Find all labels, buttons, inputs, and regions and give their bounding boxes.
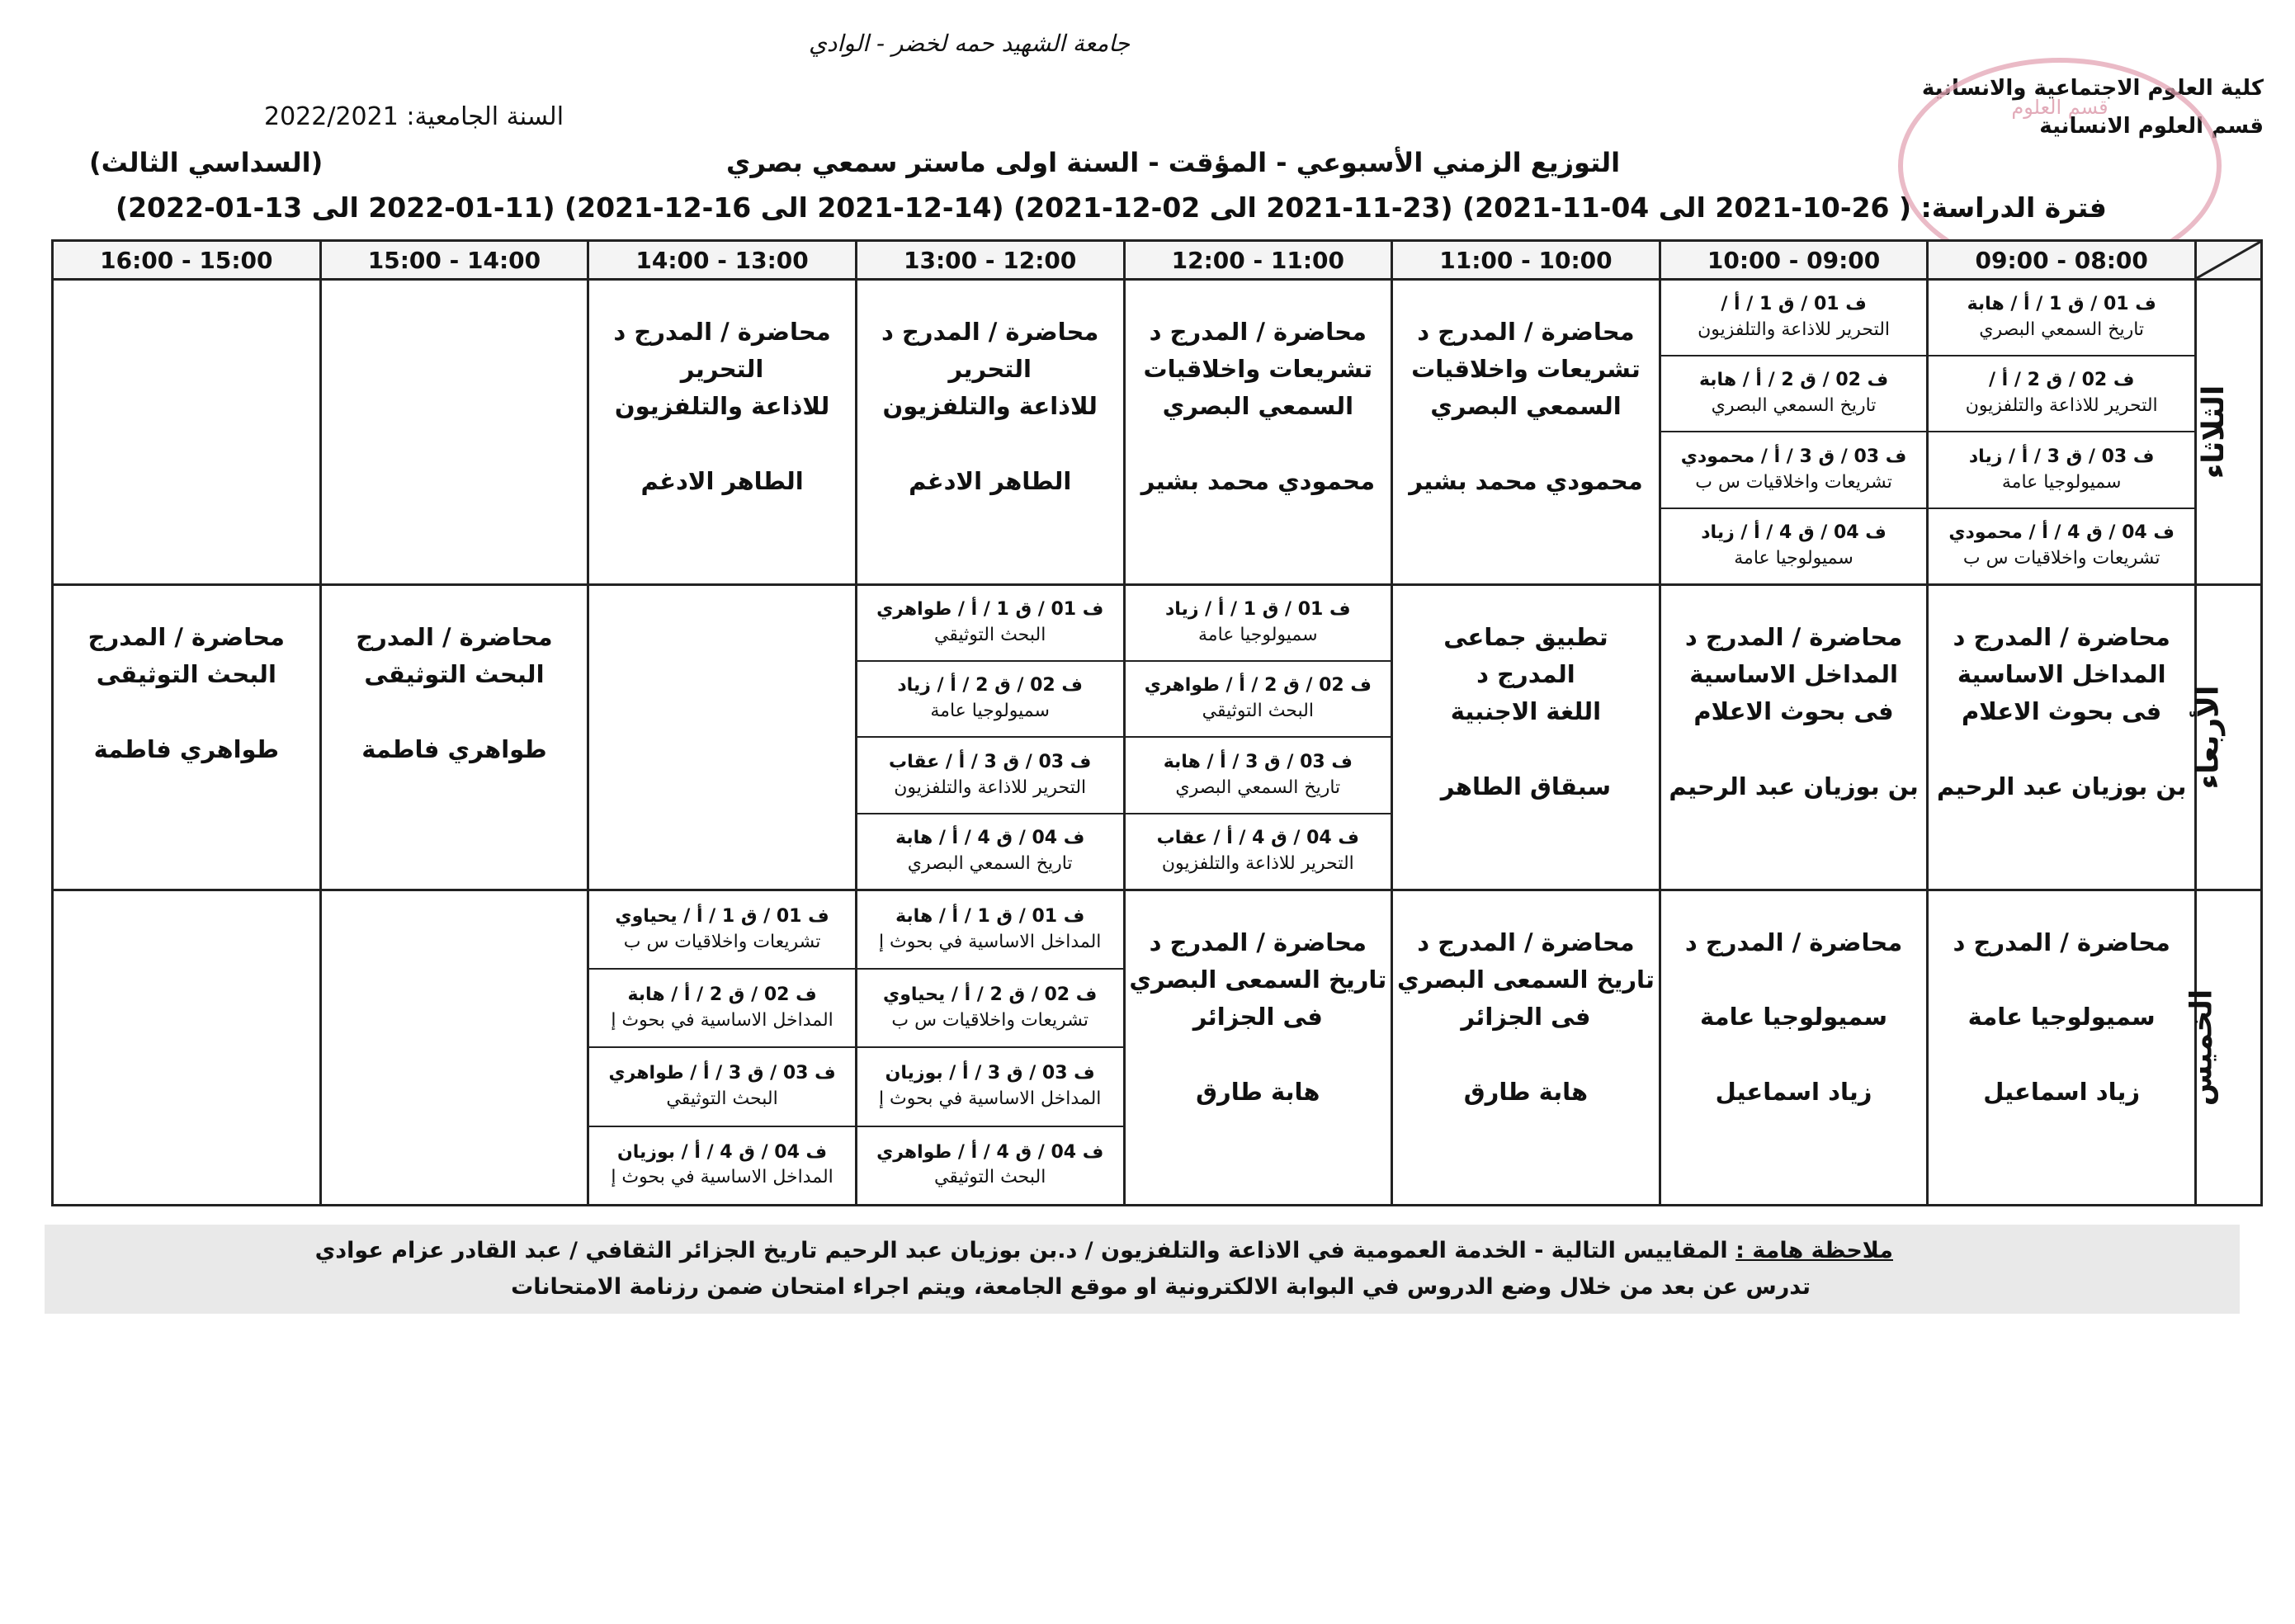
study-period: فترة الدراسة: ( 26-10-2021 الى 04-11-2021) (23-11-2021 الى 02-12-2021) (14-12-2021 الى 16-12-2021) (11-01-2022 الى 13-01-2022) [116, 191, 2107, 224]
group-session [857, 891, 1123, 969]
module-name: المداخل الاساسية في بحوث إ [878, 931, 1102, 952]
day-row [53, 890, 2262, 1206]
group-sessions-cell [1928, 280, 2196, 585]
group-info: ف 01 / ق 1 / أ / [1721, 294, 1867, 315]
instructor-name: بن بوزيان عبد الرحيم [1937, 772, 2187, 800]
faculty-name: كلية العلوم الاجتماعية والانسانية [1921, 76, 2264, 101]
group-session [1929, 432, 2194, 508]
time-header-row [53, 241, 2262, 280]
module-name: البحث التوثيقي [934, 625, 1046, 646]
group-info: ف 01 / ق 1 / أ / هابة [895, 905, 1085, 927]
lecture-line: تشريعات واخلاقيات [1411, 354, 1641, 383]
module-name: المداخل الاساسية في بحوث إ [878, 1088, 1102, 1110]
group-session [857, 737, 1123, 813]
time-slot-header: 15:00 - 16:00 [53, 241, 321, 280]
lecture-line: تاريخ السمعى البصري [1397, 965, 1655, 994]
lecture-line: البحث التوثيقى [364, 659, 545, 688]
lecture-line: اللغة الاجنبية [1450, 696, 1602, 725]
lecture-line: محاضرة / المدرج [87, 623, 285, 651]
module-name: تشريعات واخلاقيات س ب [623, 931, 821, 952]
module-name: سميولوجيا عامة [1734, 547, 1853, 569]
module-name: تاريخ السمعي البصري [1175, 777, 1341, 798]
empty-cell [320, 280, 588, 585]
group-session-list [1661, 281, 1927, 583]
lecture-line: فى الجزائر [1461, 1002, 1591, 1031]
instructor-name: سبقاق الطاهر [1440, 772, 1612, 800]
group-info: ف 03 / ق 3 / أ / محمودي [1680, 446, 1907, 467]
group-session [1929, 281, 2194, 356]
module-name: سميولوجيا عامة [930, 701, 1050, 722]
group-session [857, 814, 1123, 889]
instructor-name: الطاهر الادغم [909, 466, 1072, 495]
lecture-cell [1124, 280, 1392, 585]
group-session [857, 586, 1123, 661]
group-session [1126, 586, 1391, 661]
lecture-line: للاذاعة والتلفزيون [614, 391, 830, 420]
day-name: الثلاثاء [2196, 385, 2231, 479]
group-info: ف 02 / ق 2 / أ / زياد [897, 675, 1083, 696]
group-info: ف 03 / ق 3 / أ / بوزيان [885, 1063, 1095, 1084]
lecture-cell [856, 280, 1124, 585]
instructor-name: زياد اسماعيل [1983, 1077, 2141, 1106]
time-slot-header: 11:00 - 12:00 [1124, 241, 1392, 280]
group-session [1661, 508, 1927, 583]
day-row [53, 585, 2262, 890]
lecture-line: محاضرة / المدرج د [1953, 928, 2170, 956]
group-session [1126, 814, 1391, 889]
lecture-line: سميولوجيا عامة [1700, 1002, 1888, 1031]
lecture-cell [1660, 890, 1928, 1206]
module-name: سميولوجيا عامة [2001, 471, 2122, 493]
module-name: تشريعات واخلاقيات س ب [1695, 471, 1892, 493]
group-info: ف 04 / ق 4 / أ / عقاب [1156, 828, 1359, 849]
empty-cell [588, 585, 857, 890]
instructor-name: هابة طارق [1196, 1077, 1320, 1106]
instructor-name: هابة طارق [1463, 1077, 1589, 1106]
day-name: الأربعاء [2191, 685, 2226, 790]
module-name: البحث التوثيقي [934, 1167, 1046, 1188]
time-slot-header: 12:00 - 13:00 [856, 241, 1124, 280]
lecture-line: محاضرة / المدرج د [1684, 623, 1903, 651]
lecture-cell [320, 585, 588, 890]
group-session-list [1126, 586, 1391, 889]
group-info: ف 01 / ق 1 / أ / هابة [1967, 294, 2156, 315]
lecture-line: التحرير [948, 354, 1032, 383]
empty-cell [53, 280, 321, 585]
module-name: البحث التوثيقي [1202, 701, 1314, 722]
lecture-line: محاضرة / المدرج د [1953, 623, 2170, 651]
group-session [1126, 737, 1391, 813]
time-slot-header: 13:00 - 14:00 [588, 241, 857, 280]
time-slot-header: 10:00 - 11:00 [1392, 241, 1660, 280]
instructor-name: بن بوزيان عبد الرحيم [1669, 772, 1919, 800]
lecture-cell [1660, 585, 1928, 890]
day-label [2184, 890, 2262, 1206]
group-sessions-cell [1124, 585, 1392, 890]
group-session-list [1929, 281, 2194, 583]
lecture-cell [1392, 890, 1660, 1206]
group-sessions-cell [856, 890, 1124, 1206]
time-slot-header: 09:00 - 10:00 [1660, 241, 1928, 280]
important-note [45, 1225, 2240, 1314]
lecture-line: البحث التوثيقى [96, 659, 276, 688]
department-name: قسم العلوم الانسانية [2039, 114, 2264, 139]
module-name: التحرير للاذاعة والتلفزيون [1698, 319, 1891, 341]
group-session [857, 1047, 1123, 1126]
group-info: ف 04 / ق 4 / أ / زياد [1701, 522, 1887, 544]
lecture-line: تشريعات واخلاقيات [1143, 354, 1373, 383]
empty-cell [53, 890, 321, 1206]
stamp-text: قسم العلوم [2011, 96, 2108, 119]
lecture-line: تطبيق جماعى [1443, 623, 1608, 651]
instructor-name: زياد اسماعيل [1715, 1077, 1872, 1106]
group-session [589, 1047, 855, 1126]
group-info: ف 03 / ق 3 / أ / عقاب [889, 751, 1092, 772]
group-info: ف 04 / ق 4 / أ / طواهري [876, 1141, 1104, 1163]
module-name: تاريخ السمعي البصري [1979, 319, 2145, 341]
group-session [857, 661, 1123, 737]
instructor-name: طواهري فاطمة [361, 734, 547, 763]
day-row [53, 280, 2262, 585]
lecture-line: للاذاعة والتلفزيون [882, 391, 1098, 420]
time-slot-header: 14:00 - 15:00 [320, 241, 588, 280]
lecture-line: محاضرة / المدرج د [1417, 318, 1635, 346]
group-session [1661, 356, 1927, 432]
lecture-line: سميولوجيا عامة [1967, 1002, 2156, 1031]
instructor-name: طواهري فاطمة [93, 734, 280, 763]
group-sessions-cell [588, 890, 857, 1206]
module-name: تاريخ السمعي البصري [907, 852, 1073, 874]
university-name: جامعة الشهيد حمه لخضر - الوادي [809, 30, 1131, 57]
lecture-line: السمعي البصري [1162, 391, 1354, 420]
module-name: تشريعات واخلاقيات س ب [1962, 547, 2160, 569]
group-info: ف 04 / ق 4 / أ / هابة [895, 828, 1085, 849]
lecture-line: التحرير [680, 354, 764, 383]
schedule-title: التوزيع الزمني الأسبوعي - المؤقت - السنة اولى ماستر سمعي بصري [726, 147, 1621, 178]
group-session [589, 1126, 855, 1204]
lecture-line: فى الجزائر [1192, 1002, 1323, 1031]
lecture-line: تاريخ السمعى البصري [1129, 965, 1387, 994]
group-session [1126, 661, 1391, 737]
module-name: المداخل الاساسية في بحوث إ [611, 1167, 833, 1188]
group-info: ف 01 / ق 1 / أ / طواهري [876, 599, 1104, 621]
academic-year: السنة الجامعية: 2022/2021 [264, 102, 564, 131]
group-sessions-cell [1660, 280, 1928, 585]
group-info: ف 02 / ق 2 / أ / هابة [1698, 370, 1889, 391]
lecture-cell [588, 280, 857, 585]
lecture-line: محاضرة / المدرج د [613, 318, 831, 346]
instructor-name: محمودي محمد بشير [1409, 466, 1643, 495]
day-label [2191, 585, 2262, 890]
lecture-cell [1124, 890, 1392, 1206]
group-session [857, 969, 1123, 1047]
lecture-line: محاضرة / المدرج د [1149, 318, 1367, 346]
group-session-list [857, 586, 1123, 889]
module-name: سميولوجيا عامة [1198, 625, 1318, 646]
note-line-2: تدرس عن بعد من خلال وضع الدروس في البوابة الالكترونية او موقع الجامعة، ويتم اجراء امتحان ضمن رزنامة الامتحانات [511, 1274, 1811, 1300]
lecture-cell [1392, 280, 1660, 585]
lecture-cell [1928, 585, 2196, 890]
group-info: ف 04 / ق 4 / أ / محمودي [1948, 522, 2175, 544]
time-slot-header: 08:00 - 09:00 [1928, 241, 2196, 280]
group-session [1929, 356, 2194, 432]
lecture-line: محاضرة / المدرج د [881, 318, 1099, 346]
group-session [589, 969, 855, 1047]
group-info: ف 04 / ق 4 / أ / بوزيان [617, 1141, 828, 1163]
group-session [1929, 508, 2194, 583]
lecture-line: محاضرة / المدرج د [1417, 928, 1635, 956]
instructor-name: محمودي محمد بشير [1140, 466, 1376, 495]
module-name: البحث التوثيقي [666, 1088, 778, 1110]
lecture-line: المداخل الاساسية [1689, 659, 1898, 688]
module-name: التحرير للاذاعة والتلفزيون [1965, 395, 2158, 417]
group-sessions-cell [856, 585, 1124, 890]
module-name: تاريخ السمعي البصري [1711, 395, 1877, 417]
group-info: ف 01 / ق 1 / أ / يحياوي [615, 905, 829, 927]
semester-label: (السداسي الثالث) [89, 147, 323, 178]
group-info: ف 02 / ق 2 / أ / يحياوي [883, 984, 1098, 1005]
group-info: ف 02 / ق 2 / أ / [1988, 370, 2135, 391]
lecture-line: محاضرة / المدرج [356, 623, 553, 651]
module-name: تشريعات واخلاقيات س ب [891, 1009, 1088, 1031]
group-session [589, 891, 855, 969]
lecture-line: محاضرة / المدرج د [1149, 928, 1367, 956]
lecture-line: فى بحوث الاعلام [1693, 696, 1894, 725]
module-name: المداخل الاساسية في بحوث إ [611, 1009, 833, 1031]
day-label [2196, 280, 2262, 585]
group-info: ف 03 / ق 3 / أ / طواهري [608, 1063, 836, 1084]
group-session [1661, 432, 1927, 508]
lecture-line [1661, 961, 1927, 998]
lecture-cell [1392, 585, 1660, 890]
group-info: ف 03 / ق 3 / أ / هابة [1163, 751, 1353, 772]
empty-cell [320, 890, 588, 1206]
note-label: ملاحظة هامة : [1735, 1238, 1893, 1263]
group-info: ف 03 / ق 3 / أ / زياد [1968, 446, 2155, 467]
timetable [51, 239, 2263, 1206]
lecture-line: محاضرة / المدرج د [1684, 928, 1903, 956]
group-info: ف 02 / ق 2 / أ / هابة [627, 984, 817, 1005]
lecture-line: فى بحوث الاعلام [1962, 696, 2162, 725]
lecture-line: السمعي البصري [1430, 391, 1622, 420]
group-info: ف 01 / ق 1 / أ / زياد [1165, 599, 1351, 621]
lecture-line: المدرج د [1476, 659, 1575, 688]
group-session [1661, 281, 1927, 356]
group-session-list [857, 891, 1123, 1204]
corner-cell [2196, 241, 2262, 280]
instructor-name: الطاهر الادغم [640, 466, 804, 495]
group-session-list [589, 891, 855, 1204]
module-name: التحرير للاذاعة والتلفزيون [894, 777, 1087, 798]
module-name: التحرير للاذاعة والتلفزيون [1161, 852, 1354, 874]
lecture-line: المداخل الاساسية [1957, 659, 2166, 688]
lecture-line [1929, 961, 2194, 998]
group-session [857, 1126, 1123, 1204]
day-name: الخميس [2184, 989, 2219, 1107]
note-line-1: المقاييس التالية - الخدمة العمومية في الاذاعة والتلفزيون / د.بن بوزيان عبد الرحيم تاريخ الجزائر الثقافي / عبد القادر عزام عوادي [314, 1238, 1728, 1263]
group-info: ف 02 / ق 2 / أ / طواهري [1144, 675, 1372, 696]
lecture-cell [53, 585, 321, 890]
